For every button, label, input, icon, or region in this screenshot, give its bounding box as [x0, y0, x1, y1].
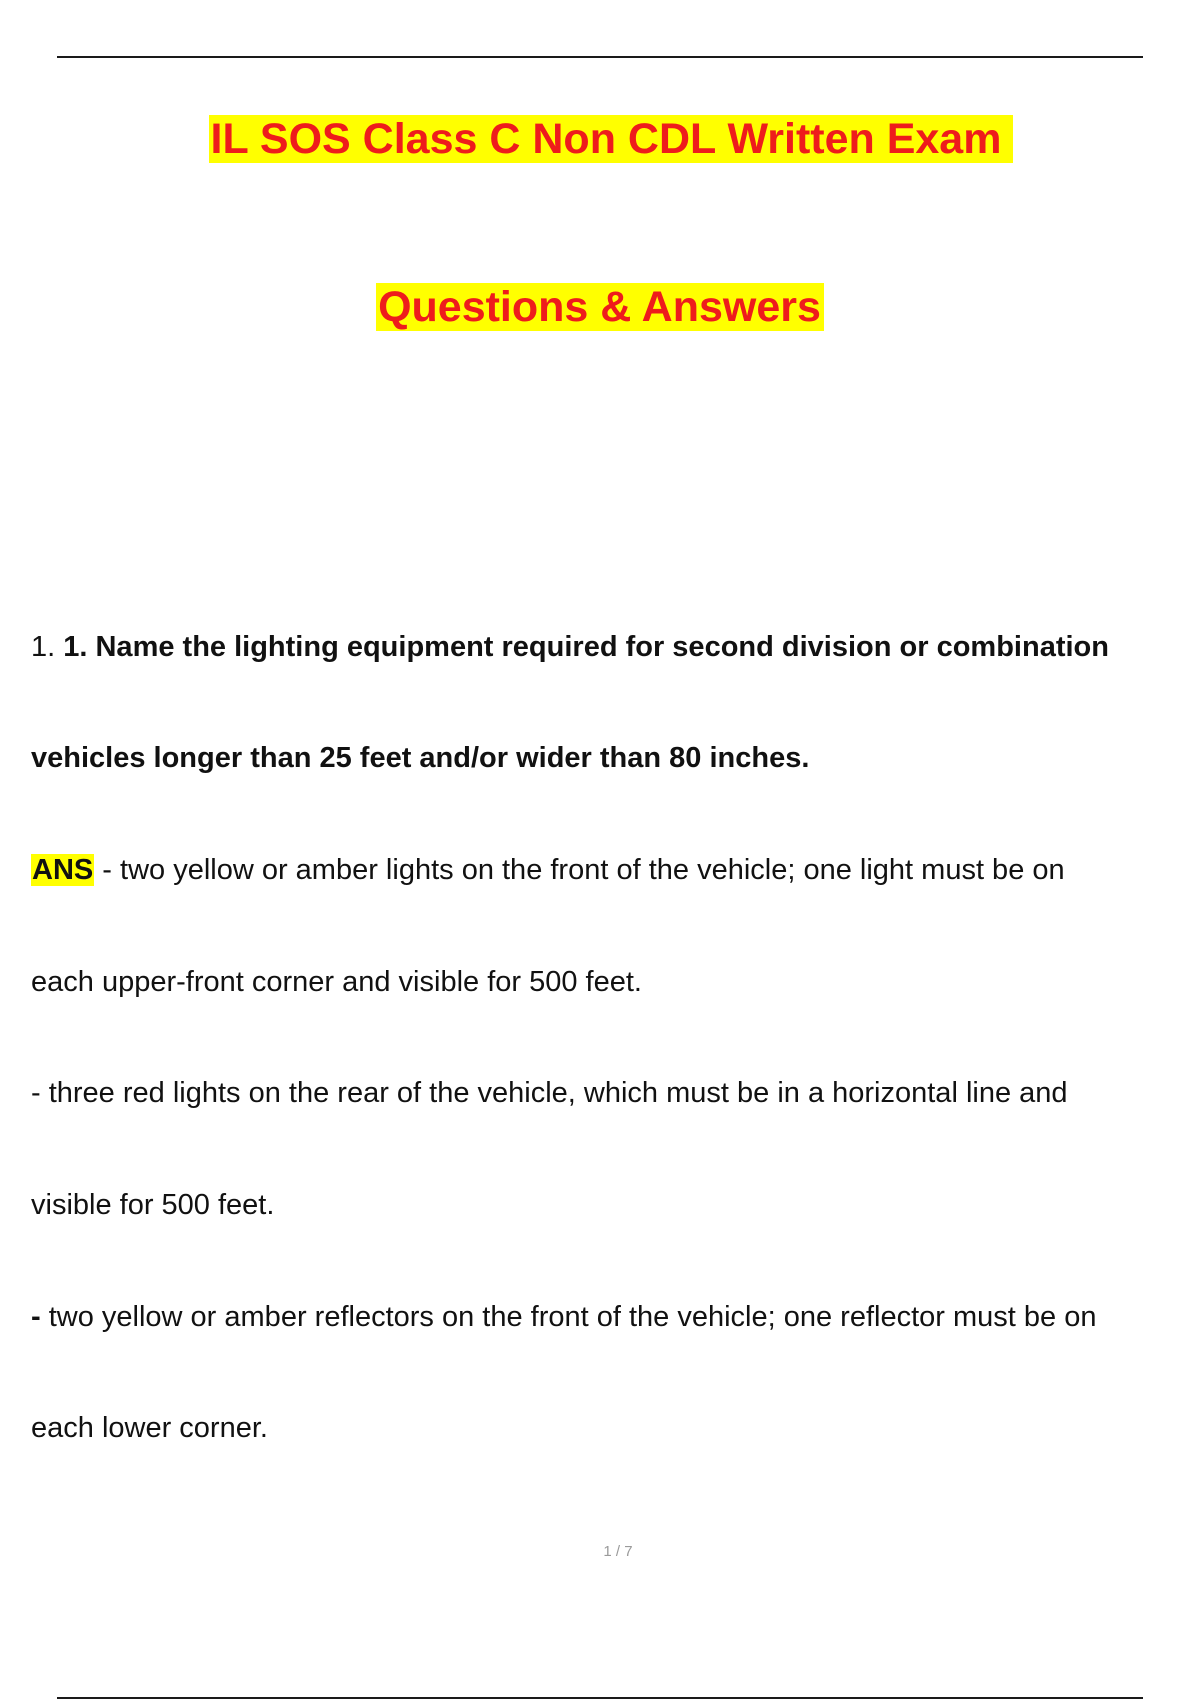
question-line-2: vehicles longer than 25 feet and/or wider than 80 inches. — [31, 742, 810, 774]
question-line-1 — [31, 627, 1109, 667]
question-text-1: 1. Name the lighting equipment required for second division or combination — [63, 631, 1109, 663]
answer-text-5: two yellow or amber reflectors on the front of the vehicle; one reflector must be on — [40, 1301, 1097, 1333]
question-number: 1. — [31, 631, 56, 663]
document-title-line-2 — [0, 279, 1200, 335]
page-number: 1 / 7 — [603, 1543, 633, 1560]
answer-line-4: visible for 500 feet. — [31, 1189, 275, 1221]
answer-line-6: each lower corner. — [31, 1412, 268, 1444]
answer-line-3: - three red lights on the rear of the vehicle, which must be in a horizontal line and — [31, 1077, 1068, 1109]
bottom-rule — [57, 1697, 1143, 1699]
title-highlight-1: IL SOS Class C Non CDL Written Exam — [209, 115, 1014, 163]
answer-line-2: each upper-front corner and visible for 500 feet. — [31, 966, 642, 998]
answer-dash: - — [31, 1301, 41, 1333]
top-rule — [57, 56, 1143, 58]
title-highlight-2: Questions & Answers — [376, 283, 824, 331]
answer-line-1 — [31, 850, 1065, 890]
answer-line-5 — [31, 1297, 1096, 1337]
document-title-line-1 — [0, 111, 1200, 167]
answer-text-1: - two yellow or amber lights on the front of the vehicle; one light must be on — [94, 854, 1065, 886]
answer-tag: ANS — [32, 854, 94, 886]
